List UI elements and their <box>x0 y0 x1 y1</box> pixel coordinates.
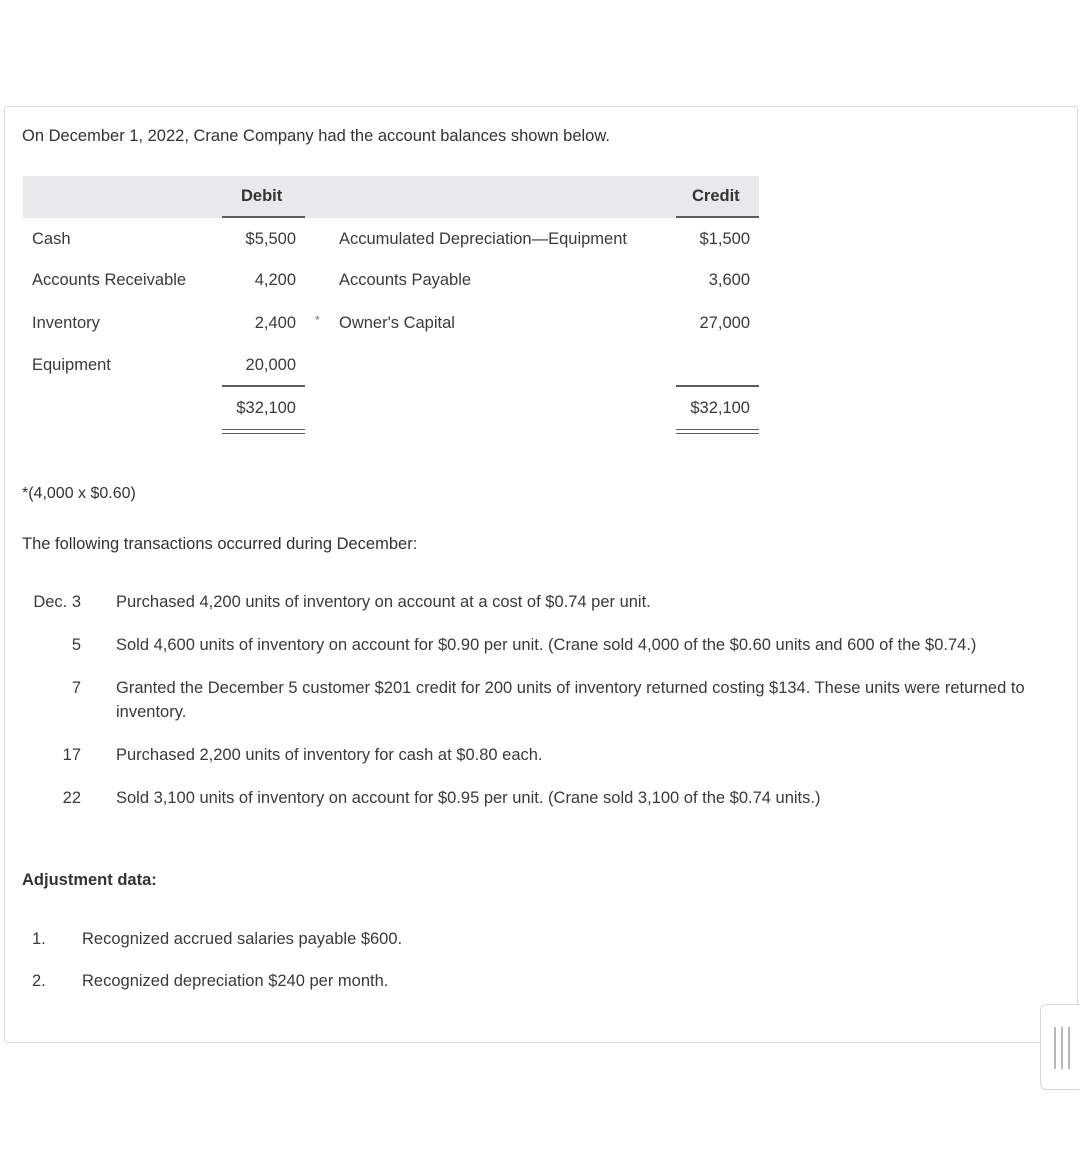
transaction-text: Sold 3,100 units of inventory on account for $0.95 per unit. (Crane sold 3,100 of the $0.74 units.) <box>116 789 821 807</box>
transaction-text: Purchased 4,200 units of inventory on account at a cost of $0.74 per unit. <box>116 593 651 611</box>
transaction-text: Granted the December 5 customer $201 credit for 200 units of inventory returned costing $134. These units were returned to inventory. <box>116 679 1025 721</box>
grip-line-icon <box>1054 1027 1056 1069</box>
transaction-date: Dec. 3 <box>33 593 81 611</box>
transaction-date: 22 <box>62 789 81 807</box>
account-name: Cash <box>32 230 71 248</box>
debit-total-double-rule <box>222 429 305 434</box>
credit-total: $32,100 <box>690 399 750 417</box>
transactions-intro: The following transactions occurred during December: <box>22 535 418 553</box>
footnote-marker: * <box>315 313 320 327</box>
grip-line-icon <box>1068 1027 1070 1069</box>
transaction-date: 17 <box>62 746 81 764</box>
debit-amount: 20,000 <box>245 356 296 374</box>
transaction-date: 7 <box>71 679 81 697</box>
intro-text: On December 1, 2022, Crane Company had the account balances shown below. <box>22 127 610 145</box>
transaction-text: Purchased 2,200 units of inventory for cash at $0.80 each. <box>116 746 543 764</box>
credit-amount: $1,500 <box>699 230 750 248</box>
scroll-handle[interactable] <box>1040 1004 1080 1090</box>
footnote: *(4,000 x $0.60) <box>22 485 136 502</box>
grip-line-icon <box>1061 1027 1063 1069</box>
credit-amount: 3,600 <box>708 271 750 289</box>
adjustment-text: Recognized accrued salaries payable $600. <box>82 930 403 948</box>
debit-header-rule <box>222 216 305 218</box>
account-name: Accumulated Depreciation—Equipment <box>339 230 627 248</box>
account-name: Inventory <box>32 314 100 332</box>
adjustment-number: 1. <box>32 930 46 948</box>
credit-amount: 27,000 <box>699 314 750 332</box>
credit-total-double-rule <box>676 429 759 434</box>
table-header-background <box>23 176 759 218</box>
account-name: Accounts Payable <box>339 271 472 289</box>
adjustment-title: Adjustment data: <box>22 871 157 889</box>
account-name: Accounts Receivable <box>32 271 187 289</box>
adjustment-number: 2. <box>32 972 46 990</box>
credit-header: Credit <box>692 187 740 205</box>
debit-total: $32,100 <box>236 399 296 417</box>
problem-card <box>4 106 1078 1043</box>
account-name: Equipment <box>32 356 111 374</box>
transaction-text: Sold 4,600 units of inventory on account for $0.90 per unit. (Crane sold 4,000 of the $0.60 units and 600 of the $0.74.) <box>116 636 977 654</box>
credit-header-rule <box>676 216 759 218</box>
debit-amount: 4,200 <box>254 271 296 289</box>
transaction-date: 5 <box>71 636 81 654</box>
debit-header: Debit <box>241 187 283 205</box>
debit-amount: $5,500 <box>245 230 296 248</box>
debit-amount: 2,400 <box>254 314 296 332</box>
account-name: Owner's Capital <box>339 314 455 332</box>
credit-subtotal-rule <box>676 385 759 387</box>
debit-subtotal-rule <box>222 385 305 387</box>
adjustment-text: Recognized depreciation $240 per month. <box>82 972 389 990</box>
